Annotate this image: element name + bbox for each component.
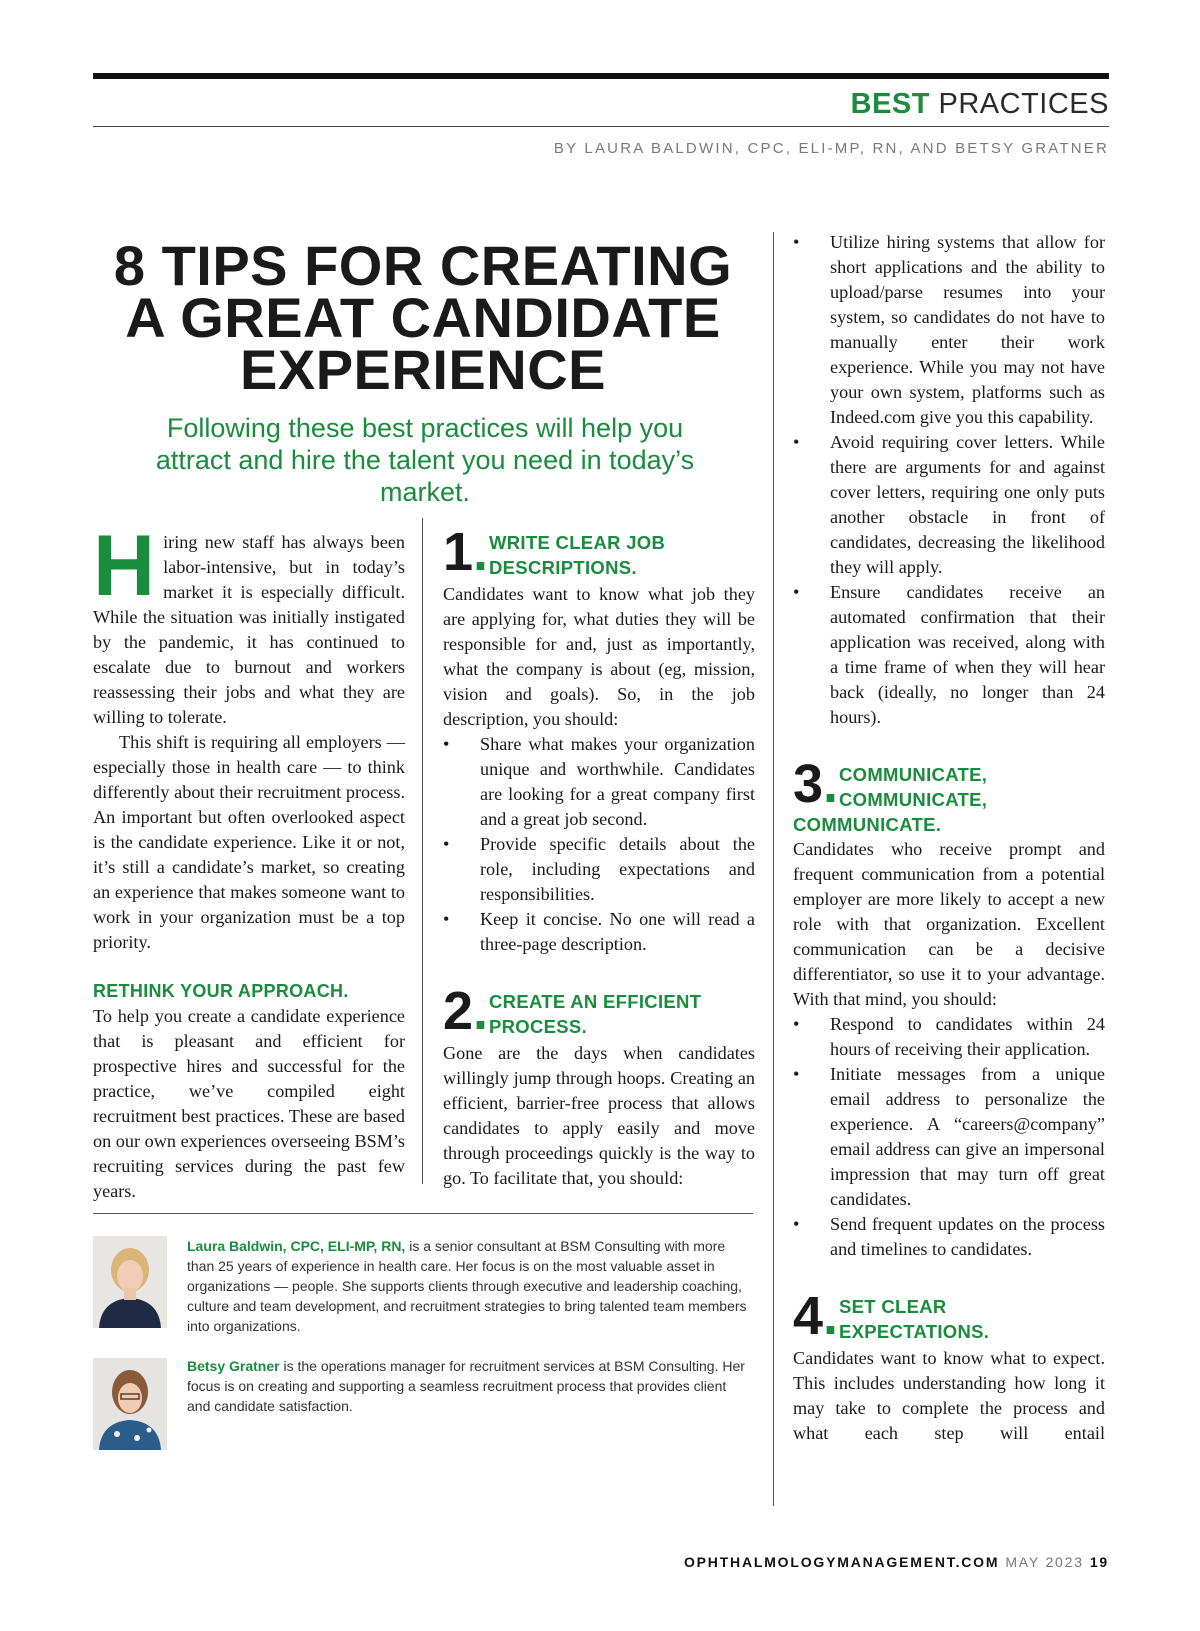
tip-1-paragraph: Candidates want to know what job they are applying for, what duties they will be responsible for and, just as importantly, what the company is about (eg, mission, vision and goals). So, in the job description, you should: [443,584,755,729]
tip-2-bullets [793,230,1105,730]
tip-3-heading-line-1: COMMUNICATE, [839,764,988,785]
list-item: • Send frequent updates on the process and timelines to candidates. [793,1212,1105,1262]
top-rule [93,73,1109,79]
footer-site: OPHTHALMOLOGYMANAGEMENT.COM [683,1554,1000,1570]
tip-1-heading-line-1: WRITE CLEAR JOB [489,532,666,553]
footer-date: MAY 2023 [1005,1554,1084,1570]
tip-4-heading-line-2: EXPECTATIONS. [839,1321,990,1342]
tip-2-heading-line-2: PROCESS. [489,1016,588,1037]
title-line-2: A GREAT CANDIDATE [125,286,721,349]
tip-3-number: 3. [793,754,839,814]
article-title [93,234,753,401]
tip-3-bullets [793,1012,1105,1262]
section-heading-practices: PRACTICES [929,88,1109,120]
column-2 [443,522,755,1191]
tip-3-heading-line-3: COMMUNICATE. [793,814,942,835]
tip-1-heading [443,522,755,582]
tip-1-heading-line-2: DESCRIPTIONS. [489,557,637,578]
list-item: • Respond to candidates within 24 hours of receiving their application. [793,1012,1105,1062]
tip-3-paragraph: Candidates who receive prompt and frequent communication from a potential employer are more likely to accept a new role with that organization. Excellent communication can be a decisive differentiator, so use it to your advantage. With that mind, you should: [793,839,1105,1009]
bio-text: is the operations manager for recruitment services at BSM Consulting. Her focus is on creating and supporting a seamless recruitment process that provides client and candidate satisfaction. [187,1358,745,1414]
bio-name: Betsy Gratner [187,1358,280,1374]
tip-2-heading [443,981,755,1041]
bio-rule [93,1213,753,1214]
tip-4-heading-line-1: SET CLEAR [839,1296,947,1317]
byline: BY LAURA BALDWIN, CPC, ELI-MP, RN, AND BETSY GRATNER [553,140,1109,157]
tip-2-heading-line-1: CREATE AN EFFICIENT [489,991,702,1012]
column-divider-2 [773,232,774,1506]
column-3 [793,230,1105,1446]
tip-1-bullets [443,732,755,957]
author-photo-betsy-gratner [93,1358,167,1450]
title-line-3: EXPERIENCE [240,338,606,401]
article-subtitle: Following these best practices will help you attract and hire the talent you need in today’s market. [155,413,695,507]
page-footer [684,1554,1109,1570]
tip-4-paragraph: Candidates want to know what to expect. This includes understanding how long it may take to complete the process and what each step will entail [793,1348,1105,1443]
drop-cap: H [93,518,156,614]
list-item: • Ensure candidates receive an automated confirmation that their application was received, along with a time frame of when they will hear back (ideally, no longer than 24 hours). [793,580,1105,730]
column-divider-1 [422,518,423,1184]
list-item: • Provide specific details about the role, including expectations and responsibilities. [443,832,755,907]
section-heading-best: BEST [850,88,930,120]
intro-paragraph-2: This shift is requiring all employers — especially those in health care — to think differently about their recruitment process. An important but often overlooked aspect is the candidate experience. Like it or not, it’s still a candidate’s market, so creating an experience that makes someone want to work in your organization must be a top priority. [93,732,405,952]
list-item: • Avoid requiring cover letters. While there are arguments for and against cover letters, requiring one only puts another obstacle in front of candidates, decreasing the likelihood they will apply. [793,430,1105,580]
bio-laura-baldwin [187,1236,747,1336]
list-item: • Keep it concise. No one will read a three-page description. [443,907,755,957]
bio-betsy-gratner [187,1356,747,1416]
bio-text: is a senior consultant at BSM Consulting with more than 25 years of experience in health care. Her focus is on the most valuable asset in organizations — people. She supports clients through executive and leadership coaching, culture and team development, and recruitment strategies to bring talented team members into organizations. [187,1238,747,1334]
section-heading [851,88,1109,121]
author-photo-laura-baldwin [93,1236,167,1328]
header-rule [93,126,1109,127]
tip-3-heading-line-2: COMMUNICATE, [839,789,988,810]
rethink-heading: RETHINK YOUR APPROACH. [93,981,349,1001]
tip-1-number: 1. [443,522,489,582]
page-number: 19 [1089,1554,1109,1570]
bio-name: Laura Baldwin, CPC, ELI-MP, RN, [187,1238,406,1254]
tip-3-heading [793,754,1105,837]
tip-4-number: 4. [793,1286,839,1346]
intro-paragraph-1: iring new staff has always been labor-intensive, but in today’s market it is especially difficult. While the situation was initially instigated by the pandemic, it has continued to escalate due to burnout and workers reassessing their jobs and what they are willing to tolerate. [93,532,405,727]
list-item: • Share what makes your organization unique and worthwhile. Candidates are looking for a great company first and a great job second. [443,732,755,832]
tip-4-heading [793,1286,1105,1346]
column-1 [93,518,405,1204]
tip-2-paragraph: Gone are the days when candidates willingly jump through hoops. Creating an efficient, barrier-free process that allows candidates to apply easily and move through proceedings quickly is the way to go. To facilitate that, you should: [443,1043,755,1188]
list-item: • Utilize hiring systems that allow for short applications and the ability to upload/parse resumes into your system, so candidates do not have to manually enter their work experience. While you may not have your own system, platforms such as Indeed.com give you this capability. [793,230,1105,430]
title-line-1: 8 TIPS FOR CREATING [113,234,733,297]
tip-2-number: 2. [443,981,489,1041]
list-item: • Initiate messages from a unique email address to personalize the experience. A “careers@company” email address can give an impersonal impression that may turn off great candidates. [793,1062,1105,1212]
rethink-paragraph: To help you create a candidate experience that is pleasant and efficient for prospective hires and successful for the practice, we’ve compiled eight recruitment best practices. These are based on our own experiences overseeing BSM’s recruiting services during the past few years. [93,1006,405,1201]
